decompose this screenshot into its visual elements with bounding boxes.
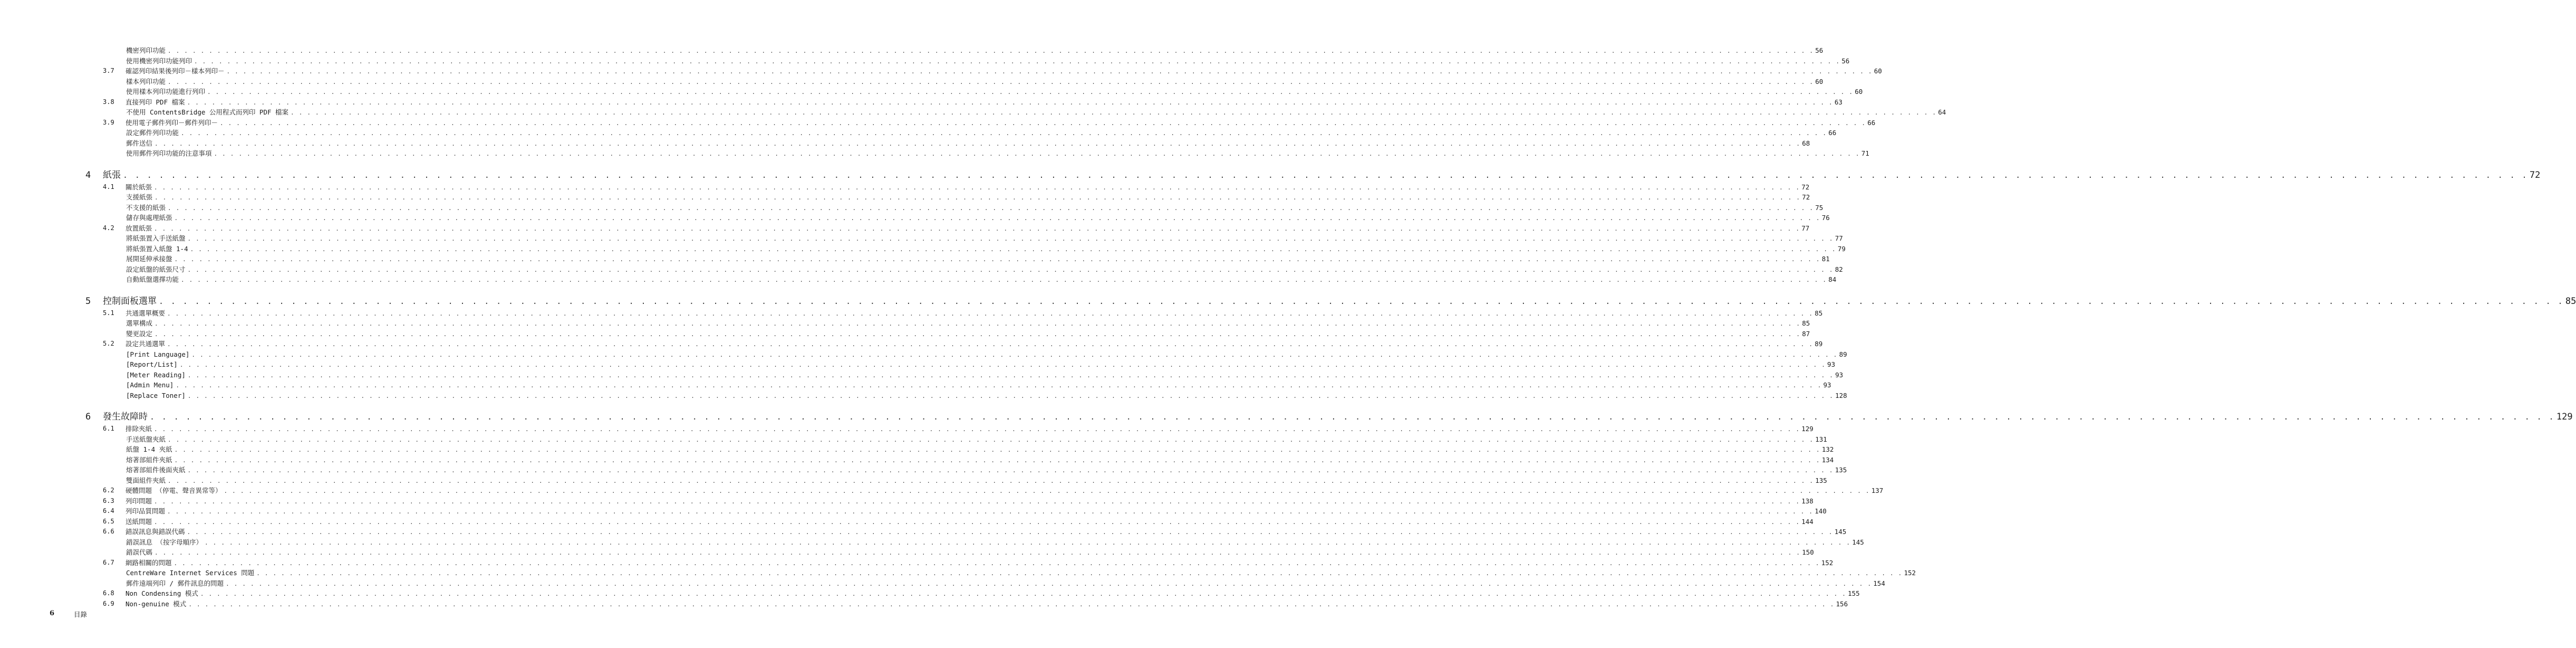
toc-entry-line [126,475,1827,486]
toc-entry-number: 6.5 [103,517,114,525]
toc-entry-line [126,455,1834,465]
toc-subsection-row[interactable] [0,455,1834,465]
toc-entry-page: 72 [1802,193,1810,201]
toc-section-row[interactable] [0,599,1848,609]
toc-entry-title: 支援紙張 [126,193,153,201]
toc-section-row[interactable] [0,118,1876,128]
toc-entry-title: 熔著部組件後面夾紙 [126,466,186,474]
dot-leader: . . . . . . . . . . . . . . . . . . . . . . . . . . . . . . . . . . . . . . . . . . . . . . . . . . . . . . . . . . . . . . . . . . . . . . . . . . . . . . . . . . . . . . . . . . . . . . . . . . . . . . . . . . . . . . . . . . . . . . . . . . . . . . . . . . . . . . . . . . . . . . . . . . . . . . . . . . . . . . . . . . . . . . . . . . . . . . . . . . . . . . . . . . . . . . . . . . . . . . . . [154,225,1800,232]
toc-entry-title: 使用樣本列印功能進行列印 [126,88,206,96]
toc-entry-title: 送紙問題 [126,517,152,526]
toc-entry-page: 77 [1801,224,1810,232]
toc-subsection-row[interactable] [0,274,1837,285]
toc-entry-page: 85 [2565,296,2576,307]
toc-entry-number: 3.8 [103,98,114,106]
toc-entry-page: 131 [1815,435,1827,443]
toc-entry-title: 錯誤代碼 [126,548,153,556]
toc-subsection-row[interactable] [0,444,1834,455]
toc-entry-line [126,254,1830,264]
toc-entry-title: 設定共通選單 [126,340,166,348]
toc-entry-title: 使用機密列印功能列印 [126,56,192,65]
toc-entry-line [126,370,1844,380]
toc-section-row[interactable] [0,424,1813,434]
dot-leader: . . . . . . . . . . . . . . . . . . . . . . . . . . . . . . . . . . . . . . . . . . . . . . . . . . . . . . . . . . . . . . . . . . . . . . . . . . . . . . . . . . . . . . . . . . . . . . . . . . . . . . . . . . . . . . . . . . . . . . . . . . . . . . . . . . . . . . . . . . . . . . . . . . . . . . . . . . . . . . . . . . . . . . . . . . . . . . . . . . . . . . . . . . . . . . . . . . . . . . . . [167,508,1813,515]
toc-subsection-row[interactable] [0,244,1846,254]
toc-entry-page: 60 [1855,88,1863,96]
toc-subsection-row[interactable] [0,254,1830,264]
toc-entry-page: 71 [1861,149,1869,157]
toc-entry-line [126,517,1813,527]
toc-entry-title: Non Condensing 模式 [126,589,198,597]
toc-entry-title: 不支援的紙張 [126,203,166,212]
toc-entry-line [126,318,1810,329]
toc-entry-title: 樣本列印功能 [126,77,166,85]
toc-entry-line [126,506,1827,517]
dot-leader: . . . . . . . . . . . . . . . . . . . . . . . . . . . . . . . . . . . . . . . . . . . . . . . . . . . . . . . . . . . . . . . . . . . . . . . . . . . . . . . . . . . . . . . . . . . . . . . . . . . . . . . . . . . . . . . . . . . . . . . . . . . . . . . . . . . . . . . . . . . . . . . . . . . . . . . . . . . . . . . . . . . . . . . . . . . . . . . . . . . . . . . . . . . . . . . . . . . . . . . . [174,456,1820,464]
dot-leader: . . . . . . . . . . . . . . . . . . . . . . . . . . . . . . . . . . . . . . . . . . . . . . . . . . . . . . . . . . . . . . . . . . . . . . . . . . . . . . . . . . . . . . . . . . . . . . . . . . . . . . . . . . . . . . . . . . . . . . . . . . . . . . . . . . . . . . . . . . . . . . . . . . . . . . . . . . . . . . . . . . . . . . . . . . . . . . . . . . . . . . . . . . . . . . . . . . . . . . . . [226,68,1873,75]
dot-leader: . . . . . . . . . . . . . . . . . . . . . . . . . . . . . . . . . . . . . . . . . . . . . . . . . . . . . . . . . . . . . . . . . . . . . . . . . . . . . . . . . . . . . . . . . . . . . . . . . . . . . . . . . . . . . . . . . . . . . . . . . . . . . . . . . . . . . . . . . . . . . . . . . . . . . . . . . . . . . . . . . . . . . . . . . . . . . . . . . . . . . . . . . . . . . . . . . . . . . . . . [155,549,1801,556]
toc-entry-title: 展開延伸承接盤 [126,255,172,263]
dot-leader: . . . . . . . . . . . . . . . . . . . . . . . . . . . . . . . . . . . . . . . . . . . . . . . . . . . . . . . . . . . . . . . . . . . . . . . . . . . . . . . . . . . . . . . . . . . . . . . . . . . . . . . . . . . . . . . . . . . . . . . . . . . . . . . . . . . . . . . . . . . . . . . . . . . . . . . . . . . . . . . . . . . . . . . . . . . . . . . . . . . . . . . . . . . . . . . . . . . . . . . . [188,601,1835,608]
toc-entry-line [126,558,1834,568]
toc-entry-page: 129 [1801,425,1813,433]
toc-entry-number: 3.7 [103,67,114,74]
toc-entry-page: 93 [1823,381,1831,389]
dot-leader: . . . . . . . . . . . . . . . . . . . . . . . . . . . . . . . . . . . . . . . . . . . . . . . . . . . . . . . . . . . . . . . . . . . . . . . . . . . . . . . . . . . . . . . . . . . . . . . . . . . . . . . . . . . . . . . . . . . . . . . . . . . . . . . . . . . . . . . . . . . . . . . . . . . . . . . . . . . . . . . . . . . . . . . . . . . . . . . . . . . . . . . . . . . . . . . . . . . . . . . . [168,436,1814,443]
toc-entry-title: 手送紙盤夾紙 [126,435,166,443]
toc-entry-title: 設定紙盤的紙張尺寸 [126,265,186,273]
toc-entry-line [126,77,1824,87]
toc-entry-title: 共通選單概要 [126,309,166,317]
toc-entry-page: 135 [1835,466,1847,474]
toc-section-row[interactable] [0,308,1823,319]
toc-entry-line [126,329,1810,339]
toc-entry-line [126,87,1863,97]
toc-section-row[interactable] [0,588,1860,599]
toc-entry-line [126,264,1843,275]
toc-entry-page: 152 [1904,569,1916,577]
toc-subsection-row[interactable] [0,203,1824,213]
toc-entry-page: 145 [1834,528,1847,536]
dot-leader: . . . . . . . . . . . . . . . . . . . . . . . . . . . . . . . . . . . . . . . . . . . . . . . . . . . . . . . . . . . . . . . . . . . . . . . . . . . . . . . . . . . . . . . . . . . . . . . . . . . . . . . . . . . . . . . . . . . . . . . . . . . . . . . . . . . . . . . . . . . . . . . . . . . . . . . . . . . . . . . . . . . . . . . . . . . . . . . . . . . . . . . . . . . . . . . . . . . . . . . . [174,446,1820,453]
toc-entry-title: 郵件遠端列印 / 郵件訊息的問題 [126,579,224,587]
dot-leader: . . . . . . . . . . . . . . . . . . . . . . . . . . . . . . . . . . . . . . . . . . . . . . . . . . . . . . . . . . . . . . . . . . . . . . . . . . . . . . . . . . . . . . . . . . . . . . . . . . . . . . . . . . . . . . . . . . . . . . . . . . . . . . . . . . . . . . . . . . . . . . . . . . . . . . . . . . . . . . . . . . . . . . . . . . . . . . . . . . . . . . . . . . . . . . . . . . . . . . . . [155,140,1801,147]
toc-section-row[interactable] [0,223,1810,234]
toc-entry-line [126,203,1824,213]
toc-entry-number: 6.2 [103,487,114,494]
toc-entry-page: 137 [1871,487,1884,494]
dot-leader: . . . . . . . . . . . . . . . . . . . . . . . . . . . . . . . . . . . . . . . . . . . . . . . . . . . . . . . . . . . . . . . . . . . . . . . . . . . . . . . . . . . . . . . . . . . . . . . . . . . . . . . . . . . . . . . . . . . . . . . . . . . . . . . . . . . . . . . . . . . . . . . . . . . . . . . . . . . . . . . . . . . . . . . . . . . . . . . . . . . . . . . . . . . . . . . . . . . . . . . . [224,488,1870,494]
toc-entry-number: 4.1 [103,183,114,190]
toc-entry-page: 93 [1835,370,1844,379]
toc-entry-title: [Admin Menu] [126,381,174,389]
toc-entry-page: 138 [1801,497,1813,505]
toc-entry-title: 硬體問題 （停電、聲音異常等） [126,487,222,494]
toc-section-row[interactable] [0,506,1827,517]
toc-entry-number: 5.2 [103,340,114,347]
toc-entry-line [126,192,1810,203]
toc-entry-title: 使用電子郵件列印－郵件列印－ [126,118,218,127]
toc-entry-line [126,97,1842,108]
toc-entry-page: 134 [1821,455,1834,464]
toc-entry-page: 84 [1828,275,1837,283]
toc-section-row[interactable] [0,558,1834,568]
toc-entry-page: 140 [1815,507,1827,515]
toc-entry-title: 確認列印結果後列印－樣本列印－ [126,67,225,75]
toc-subsection-row[interactable] [0,213,1830,223]
toc-subsection-row[interactable] [0,56,1850,66]
toc-entry-page: 144 [1801,517,1813,526]
toc-entry-line [103,294,2576,308]
toc-chapter-row[interactable] [0,294,2576,308]
toc-subsection-row[interactable] [0,87,1863,97]
toc-entry-page: 135 [1815,476,1827,484]
table-of-contents [0,45,2576,609]
dot-leader: . . . . . . . . . . . . . . . . . . . . . . . . . . . . . . . . . . . . . . . . . . . . . . . . . . . . . . . . . . . . . . . . . . . . . . . . . . . . . . . . . . . . . . . . . . . . . . . . . . . . . . . . . . . . . . . . . . . . . . . . . . . . . . . . . . . . . . . . . . . . . . . . . . . . . . . . . . . . . . . . . . . . . . . . . . . . . . . . . . . . . . . . . . . . . . . . . . . . . . . . [155,194,1801,201]
toc-entry-page: 75 [1815,203,1824,212]
toc-entry-title: 列印品質問題 [126,507,166,515]
toc-subsection-row[interactable] [0,390,1847,401]
toc-entry-title: Non-genuine 模式 [126,599,187,608]
toc-entry-title: 變更設定 [126,329,153,338]
toc-subsection-row[interactable] [0,148,1869,159]
toc-entry-line [126,496,1813,507]
toc-subsection-row[interactable] [0,349,1847,360]
toc-subsection-row[interactable] [0,370,1844,380]
toc-chapter-row[interactable] [0,410,2573,424]
toc-entry-page: 152 [1821,558,1834,567]
toc-entry-line [126,599,1848,609]
dot-leader: . . . . . . . . . . . . . . . . . . . . . . . . . . . . . . . . . . . . . . . . . . . . . . . . . . . . . . . . . . . . . . . . . . . . . . . . . . . . . . . . . . . . . . . . . . . . . . . . . . . . . . . . . . . . . . . . . . . . . . . . . . . . . . . . . . . . . . . . . . . . . . . . . . . . . . . . . . . . . . . . . . . . . . . . . . . . . . . . . . . . . . . . . . . . . . . . . . . . . . . . [205,539,1851,546]
toc-entry-title: 錯誤訊息 （按字母順序） [126,538,203,546]
toc-entry-title: 雙面組件夾紙 [126,476,166,484]
toc-entry-line [126,56,1850,66]
toc-subsection-row[interactable] [0,138,1810,149]
toc-entry-title: 發生故障時 [103,412,148,422]
toc-entry-number: 6.3 [103,497,114,504]
toc-entry-line [126,45,1824,56]
toc-entry-line [126,568,1916,578]
dot-leader: . . . . . . . . . . . . . . . . . . . . . . . . . . . . . . . . . . . . . . . . . . . . . . . . . . . . . . . . . . . . . . . . . . . . . . . . . . . . . . . . . . . . . . . . . . . . . . . . . . . . . . . . . . . . . . . . . . . . . . . . . . . . . . . . . . . . . . . . . . . . . . . . . . . . . . . . . . . . . . . . . . . . . . . . . . . . . . . . . . . . . . . . . . . . . . . . . . . . . . . . [168,477,1814,484]
toc-entry-line [126,213,1830,223]
toc-entry-title: 關於紙張 [126,183,152,191]
dot-leader: . . . . . . . . . . . . . . . . . . . . . . . . . . . . . . . . . . . . . . . . . . . . . . . . . . . . . . . . . . . . . . . . . . . . . . . . . . . . . . . . . . . . . . . . . . . . . . . . . . . . . . . . . . . . . . . . . . . . . . . . . . . . . . . . . . . . . . . . . . . . . . . . . . . . . . . . . . . . . . . . . . . . . . . . . . . . . . . . . . . . . . . . . . . . . . . . . . . . . . . . [181,277,1827,283]
dot-leader: . . . . . . . . . . . . . . . . . . . . . . . . . . . . . . . . . . . . . . . . . . . . . . . . . . . . . . . . . . . . . . . . . . . . . . . . . . . . . . . . . . . . . . . . . . . . . . . . . . . . . . . . . . . . . . . . . . . . . . . . . . . . . . . . . . . . . . . . . . . . . . . . . . . . . . . . . . . . . . . . . . . . . . . . . . . . . . . . . . . . . . . . . . . . . . . . . . . . . . . . [168,47,1814,54]
dot-leader: . . . . . . . . . . . . . . . . . . . . . . . . . . . . . . . . . . . . . . . . . . . . . . . . . . . . . . . . . . . . . . . . . . . . . . . . . . . . . . . . . . . . . . . . . . . . . . . . . . . . . . . . . . . . . . . . . . . . . . . . . . . . . . . . . . . . . . . . . . . . . . . . . . . . . . . . . . . . . . . . . . . . . . . . . . . . . . . . . . . . . . . . . . . . . . . . . . . . . . . . [200,590,1847,597]
toc-subsection-row[interactable] [0,380,1831,390]
toc-entry-page: 129 [2556,412,2573,422]
dot-leader: . . . . . . . . . . . . . . . . . . . . . . . . . . . . . . . . . . . . . . . . . . . . . . . . . . . . . . . . . . . . . . . . . . . . . . . . . . . . . . . . . . . . . . . . . . . . . . . . . . . . . . . . . . . . . . . . . . . . . . . . . . . . . . . . . . . . . . . . . . . . . . . . . . . . . . . . . . . . . . . . . . . . . . . . . . . . . . . . . . . . . . . . . . . . . . . . . . . . . . . . [154,518,1800,526]
dot-leader: . . . . . . . . . . . . . . . . . . . . . . . . . . . . . . . . . . . . . . . . . . . . . . . . . . . . . . . . . . . . . . . . . . . . . . . . . . . . . . . . . . . . . . . . . . . . . . . . . . . . . . . . . . . . . . . . . . . . . . . . . . . . . . . . . . . . . . . . . . . . . . . . . . . . . . . . . . . . . . . . . . . . . . . . . . . . . . . . . . . . . . . . . . . . . . . . . . . . . . . . [187,529,1833,536]
toc-entry-title: 錯誤訊息與錯誤代碼 [126,528,185,536]
toc-subsection-row[interactable] [0,318,1810,329]
dot-leader: . . . . . . . . . . . . . . . . . . . . . . . . . . . . . . . . . . . . . . . . . . . . . . . . . . . . . . . . . . . . . . . . . . . . . . . . . . . . . . . . . . . . . . . . . . . . . . . . . . . . . . . . . . . . . . . . . . . . . . . . . . . . . . . . . . . . . . . . . . . . . . . . . . . . . . . . . . . . . . . . . . . . . . . . . . . . . . . . . . . . . . . . . . . . . . . . . . . . . . . . [155,330,1801,338]
toc-subsection-row[interactable] [0,77,1824,87]
toc-entry-page: 77 [1835,234,1843,242]
toc-entry-title: 郵件送信 [126,139,153,147]
dot-leader: . . . . . . . . . . . . . . . . . . . . . . . . . . . . . . . . . . . . . . . . . . . . . . . . . . . . . . . . . . . . . . . . . . . . . . . . . . . . . . . . . . . . . . . . . . . . . . . . . . . . . . . . . . . . . . . . . . . . . . . . . . . . . . . . . . . . . . . . . . . . . . . . . . . . . . . . . . . . . . . . . . . . . . . . . . . . . . . . . . . . . . . . . . . . . . . . . . . . . . . . [173,559,1820,567]
toc-entry-title: CentreWare Internet Services 問題 [126,569,255,577]
dot-leader: . . . . . . . . . . . . . . . . . . . . . . . . . . . . . . . . . . . . . . . . . . . . . . . . . . . . . . . . . . . . . . . . . . . . . . . . . . . . . . . . . . . . . . . . . . . . . . . . . . . . . . . . . . . . . . . . . . . . . . . . . . . . . . . . . . . . . . . . . . . . . . . . . . . . . . . . . . . . . . . . . . . . . . . . . . . . . . . . . . . . . . . . . . . . . . . . . . . . . . . . [220,119,1866,127]
dot-leader: . . . . . . . . . . . . . . . . . . . . . . . . . . . . . . . . . . . . . . . . . . . . . . . . . . . . . . . . . . . . . . . . . . . . . . . . . . . . . . . . . . . . . . . . . . . . . . . . . . . . . . . . . . . . . . . . . . . . . . . . . . . . . . . . . . . . . . . . . . . . . . . . . . . . . . . . . . . . . . . . . . . . . . . . . . . . . . . . . . . . . . . . . . . . . . . . . . . . . . . . [168,204,1814,212]
toc-entry-line [126,118,1876,128]
dot-leader: . . . . . . . . . . . . . . . . . . . . . . . . . . . . . . . . . . . . . . . . . . . . . . . . . . . . . . . . . . . . . . . . . . . . . . . . . . . . . . . . . . . . . . . . . . . . . . . . . . . . . . . . . . . . . . . . . . . . . . . . . . . . . . . . . . . . . . . . . . . . . . . . . . . . . . . . . . . . . . . . . . . . . . . . . . . . . . . . . . . . . . . . . . . . . . . . . . . . . . . . [187,99,1833,106]
toc-subsection-row[interactable] [0,568,1916,578]
toc-section-row[interactable] [0,182,1810,193]
toc-entry-number: 6.6 [103,528,114,535]
toc-entry-title: [Replace Toner] [126,391,186,399]
toc-entry-number: 3.9 [103,118,114,126]
toc-entry-line [126,465,1847,475]
page-footer [0,609,458,620]
toc-entry-title: 不使用 ContentsBridge 公用程式而列印 PDF 檔案 [126,108,289,116]
toc-entry-line [126,527,1847,537]
dot-leader: . . . . . . . . . . . . . . . . . . . . . . . . . . . . . . . . . . . . . . . . . . . . . . . . . . . . . . . . . . . . . . . . . . . . . . . . . . . . . . . . . . . . . . . . . . . . . . . . . . . . . . . . . . . . . . . . . . . . . . . . . . . . . . . . . . . . . . . . . . . . . . . . . . . . . . . . . . . . . . . . . . . . . . . . . . . . . . . . . . . . . . . . . . . . . . . . . . . . . . . . [207,89,1854,96]
toc-entry-line [126,148,1869,159]
toc-entry-line [126,308,1823,319]
dot-leader: . . . . . . . . . . . . . . . . . . . . . . . . . . . . . . . . . . . . . . . . . . . . . . . . . . . . . . . . . . . . . . . . . . . . . . . . . . . . . . . . . . . . . . . . . . . . . . . . . . . . . . . . . . . . . . . . . . . . . . . . . . . . . . . . . . . . . . . . . . . . . . . . . . . . . . . . . . . . . . . . . . . . . . . . . . . . . . . . . . . . . . . . . . . . . . . . . . . . . . . . [291,109,1937,116]
toc-entry-page: 132 [1821,445,1834,453]
toc-subsection-row[interactable] [0,45,1824,56]
dot-leader: . . . . . . . . . . . . . . . . . . . . . . . . . . . . . . . . . . . . . . . . . . . . . . . . . . . . . . . . . . . . . . . . . . . . . . . . . . . . . . . . . . . . . . . . . . . . . . . . . . . . . . . . . . . . . . . . . . . . . . . . . . . . . . . . . . . . . . . . . . . . . . . . . . . . . . . . . . . . . . . . . . . . . . . . . . . . . . . . . . . . . . . . . . . . . . . . . . . . . . . . [167,341,1813,348]
toc-entry-line [103,168,2541,182]
toc-entry-number: 6.7 [103,558,114,566]
toc-entry-page: 56 [1815,46,1824,54]
dot-leader: . . . . . . . . . . . . . . . . . . . . . . . . . . . . . . . . . . . . . . . . . . . . . . . . . . . . . . . . . . . . . . . . . . . . . . . . . . . . . . . . . . . . . . . . . . . . . . . . . . . . . . . . . . . . . . . . . . . . . . . . . . . . . . . . . . . . . . . . . . . . . . . . . . . . . . . . . . . . . . . . . . . . . . . . . . . . . . . . . . . . . . . . . . . . . . . . . . . . . . . . [176,382,1822,389]
toc-entry-number: 4 [85,169,91,180]
toc-entry-line [126,107,1946,118]
toc-entry-page: 63 [1834,98,1842,106]
toc-entry-title: 將紙張置入手送紙盤 [126,234,186,242]
toc-subsection-row[interactable] [0,359,1836,370]
toc-entry-line [126,485,1884,496]
toc-entry-number: 5 [85,296,91,307]
toc-entry-number: 6.4 [103,507,114,514]
toc-subsection-row[interactable] [0,434,1827,445]
toc-entry-page: 79 [1837,244,1846,253]
toc-entry-number: 6 [85,412,91,422]
toc-entry-page: 128 [1835,391,1847,399]
toc-entry-title: 自動紙盤選擇功能 [126,275,179,283]
toc-entry-page: 72 [2529,169,2541,180]
toc-subsection-row[interactable] [0,233,1843,244]
dot-leader: . . . . . . . . . . . . . . . . . . . . . . . . . . . . . . . . . . . . . . . . . . . . . . . . . . . . . . . . . . . . . . . . . . . . . . . . . . . . . . . . . . . . . . . . . . . . . . . . . . . . . . . . . . . . . . . . . . . . . . . . . . . . . . . . . . . . . . . . . . . . . . . . . . . . . . . . . . . . . . . . . . . . . . . . . . . . . . . . . . . . . . . . . . . . . . . . . . . . . . . . [174,256,1820,263]
toc-entry-title: 設定郵件列印功能 [126,129,179,137]
toc-entry-page: 154 [1873,579,1885,587]
dot-leader: . . . . . . . . . . . . . . . . . . . . . . . . . . . . . . . . . . . . . . . . . . . . . . . . . . . . . . . . . . . . . . . . . . . . . . . . . . . . . . . . . . . . . . . . . . . . . . . . . . . . . . . . . . . . . . . . . . . . . . . . . . . . . . . . . . . . . . . . . . . . . . . . . . . . . . . . . . . . . . . . . . . . . . . . . . . . . . . . . . . . . . . . . . . . . . . . . . . . . . . . [214,150,1860,157]
toc-section-row[interactable] [0,496,1813,507]
toc-entry-title: 選單構成 [126,319,153,327]
toc-entry-line [126,537,1864,548]
toc-entry-line [126,588,1860,599]
toc-entry-page: 156 [1836,599,1848,608]
toc-entry-line [126,233,1843,244]
toc-subsection-row[interactable] [0,547,1814,558]
dot-leader: . . . . . . . . . . . . . . . . . . . . . . . . . . . . . . . . . . . . . . . . . . . . . . . . . . . . . . . . . . . . . . . . . . . . . . . . . . . . . . . . . . . . . . . . . . . . . . . . . . . . . . . . . . . . . . . . . . . . . . . . . . . . . . . . . . . . . . . . . . . . . . . . . . . . . . . . . . . . . . . . . . . . . . . . . . . . . . . . . . . . . . . . . . . . . . . . . . . . . . . . [155,320,1801,327]
toc-entry-title: [Meter Reading] [126,370,186,379]
toc-entry-title: 網路相關的問題 [126,558,172,567]
toc-entry-page: 64 [1938,108,1946,116]
dot-leader: . . . . . . . . . . . . . . . . . . . . . . . . . . . . . . . . . . . . . . . . . . . . . . . . . . . . . . . . . . . . . . . . . . . . . . . . . . . . . . . . . . . . . . . . . . . . . . . . . . . . . . . . . . . . . . . . . . . . . . . . . . . . . . . . . . . . . . . . . . . . . . . . . . . . . . . . . . . . . . . . . . . . . . . . . . . . . . . . . . . . . . . . . . . . . . . . . . . . . . . . [159,296,2564,306]
toc-entry-line [126,349,1847,360]
toc-entry-title: 排除夾紙 [126,425,152,433]
toc-subsection-row[interactable] [0,107,1946,118]
dot-leader: . . . . . . . . . . . . . . . . . . . . . . . . . . . . . . . . . . . . . . . . . . . . . . . . . . . . . . . . . . . . . . . . . . . . . . . . . . . . . . . . . . . . . . . . . . . . . . . . . . . . . . . . . . . . . . . . . . . . . . . . . . . . . . . . . . . . . . . . . . . . . . . . . . . . . . . . . . . . . . . . . . . . . . . . . . . . . . . . . . . . . . . . . . . . . . . . . . . . . . . . [168,78,1814,85]
toc-entry-page: 155 [1848,589,1860,597]
toc-entry-page: 93 [1827,360,1836,368]
dot-leader: . . . . . . . . . . . . . . . . . . . . . . . . . . . . . . . . . . . . . . . . . . . . . . . . . . . . . . . . . . . . . . . . . . . . . . . . . . . . . . . . . . . . . . . . . . . . . . . . . . . . . . . . . . . . . . . . . . . . . . . . . . . . . . . . . . . . . . . . . . . . . . . . . . . . . . . . . . . . . . . . . . . . . . . . . . . . . . . . . . . . . . . . . . . . . . . . . . . . . . . . [150,412,2555,422]
toc-entry-line [126,223,1810,234]
toc-entry-line [126,547,1814,558]
toc-entry-line [126,274,1837,285]
toc-entry-title: [Report/List] [126,360,178,368]
toc-entry-line [126,434,1827,445]
toc-entry-title: 使用郵件列印功能的注意事項 [126,149,212,157]
dot-leader: . . . . . . . . . . . . . . . . . . . . . . . . . . . . . . . . . . . . . . . . . . . . . . . . . . . . . . . . . . . . . . . . . . . . . . . . . . . . . . . . . . . . . . . . . . . . . . . . . . . . . . . . . . . . . . . . . . . . . . . . . . . . . . . . . . . . . . . . . . . . . . . . . . . . . . . . . . . . . . . . . . . . . . . . . . . . . . . . . . . . . . . . . . . . . . . . . . . . . . . . [194,58,1840,65]
dot-leader: . . . . . . . . . . . . . . . . . . . . . . . . . . . . . . . . . . . . . . . . . . . . . . . . . . . . . . . . . . . . . . . . . . . . . . . . . . . . . . . . . . . . . . . . . . . . . . . . . . . . . . . . . . . . . . . . . . . . . . . . . . . . . . . . . . . . . . . . . . . . . . . . . . . . . . . . . . . . . . . . . . . . . . . . . . . . . . . . . . . . . . . . . . . . . . . . . . . . . . . . [179,361,1826,368]
toc-entry-title: 機密列印功能 [126,46,166,54]
toc-entry-page: 66 [1867,118,1876,127]
toc-entry-line [126,380,1831,390]
toc-section-row[interactable] [0,339,1823,349]
toc-entry-page: 60 [1815,77,1824,85]
toc-entry-line [126,244,1846,254]
toc-entry-line [126,66,1882,77]
toc-subsection-row[interactable] [0,192,1810,203]
toc-entry-line [126,424,1813,434]
toc-entry-number: 4.2 [103,224,114,232]
toc-subsection-row[interactable] [0,329,1810,339]
toc-entry-line [126,138,1810,149]
toc-subsection-row[interactable] [0,537,1864,548]
toc-entry-title: 直接列印 PDF 檔案 [126,98,185,106]
toc-entry-number: 5.1 [103,309,114,317]
toc-chapter-row[interactable] [0,168,2541,182]
toc-entry-title: 列印問題 [126,497,152,505]
dot-leader: . . . . . . . . . . . . . . . . . . . . . . . . . . . . . . . . . . . . . . . . . . . . . . . . . . . . . . . . . . . . . . . . . . . . . . . . . . . . . . . . . . . . . . . . . . . . . . . . . . . . . . . . . . . . . . . . . . . . . . . . . . . . . . . . . . . . . . . . . . . . . . . . . . . . . . . . . . . . . . . . . . . . . . . . . . . . . . . . . . . . . . . . . . . . . . . . . . . . . . . . [154,498,1800,505]
toc-section-row[interactable] [0,485,1884,496]
toc-entry-page: 150 [1802,548,1814,556]
toc-entry-line [126,182,1810,193]
toc-section-row[interactable] [0,527,1847,537]
dot-leader: . . . . . . . . . . . . . . . . . . . . . . . . . . . . . . . . . . . . . . . . . . . . . . . . . . . . . . . . . . . . . . . . . . . . . . . . . . . . . . . . . . . . . . . . . . . . . . . . . . . . . . . . . . . . . . . . . . . . . . . . . . . . . . . . . . . . . . . . . . . . . . . . . . . . . . . . . . . . . . . . . . . . . . . . . . . . . . . . . . . . . . . . . . . . . . . . . . . . . . . . [181,130,1827,137]
toc-entry-page: 76 [1821,214,1830,222]
toc-subsection-row[interactable] [0,475,1827,486]
toc-section-row[interactable] [0,97,1842,108]
toc-entry-title: 控制面板選單 [103,296,157,307]
toc-entry-page: 89 [1815,340,1823,348]
dot-leader: . . . . . . . . . . . . . . . . . . . . . . . . . . . . . . . . . . . . . . . . . . . . . . . . . . . . . . . . . . . . . . . . . . . . . . . . . . . . . . . . . . . . . . . . . . . . . . . . . . . . . . . . . . . . . . . . . . . . . . . . . . . . . . . . . . . . . . . . . . . . . . . . . . . . . . . . . . . . . . . . . . . . . . . . . . . . . . . . . . . . . . . . . . . . . . . . . . . . . . . . [174,215,1820,222]
toc-entry-number: 6.8 [103,589,114,597]
toc-entry-line [126,128,1837,138]
toc-entry-title: 熔著部組件夾紙 [126,455,172,464]
toc-entry-title: 紙盤 1-4 夾紙 [126,445,172,453]
toc-subsection-row[interactable] [0,264,1843,275]
toc-entry-line [103,410,2573,424]
dot-leader: . . . . . . . . . . . . . . . . . . . . . . . . . . . . . . . . . . . . . . . . . . . . . . . . . . . . . . . . . . . . . . . . . . . . . . . . . . . . . . . . . . . . . . . . . . . . . . . . . . . . . . . . . . . . . . . . . . . . . . . . . . . . . . . . . . . . . . . . . . . . . . . . . . . . . . . . . . . . . . . . . . . . . . . . . . . . . . . . . . . . . . . . . . . . . . . . . . . . . . . . [191,351,1838,358]
dot-leader: . . . . . . . . . . . . . . . . . . . . . . . . . . . . . . . . . . . . . . . . . . . . . . . . . . . . . . . . . . . . . . . . . . . . . . . . . . . . . . . . . . . . . . . . . . . . . . . . . . . . . . . . . . . . . . . . . . . . . . . . . . . . . . . . . . . . . . . . . . . . . . . . . . . . . . . . . . . . . . . . . . . . . . . . . . . . . . . . . . . . . . . . . . . . . . . . . . . . . . . . [187,392,1834,399]
toc-entry-title: 儲存與處理紙張 [126,214,172,222]
toc-entry-line [126,339,1823,349]
toc-entry-line [126,578,1885,589]
toc-entry-page: 81 [1821,255,1830,263]
dot-leader: . . . . . . . . . . . . . . . . . . . . . . . . . . . . . . . . . . . . . . . . . . . . . . . . . . . . . . . . . . . . . . . . . . . . . . . . . . . . . . . . . . . . . . . . . . . . . . . . . . . . . . . . . . . . . . . . . . . . . . . . . . . . . . . . . . . . . . . . . . . . . . . . . . . . . . . . . . . . . . . . . . . . . . . . . . . . . . . . . . . . . . . . . . . . . . . . . . . . . . . . [187,266,1834,273]
dot-leader: . . . . . . . . . . . . . . . . . . . . . . . . . . . . . . . . . . . . . . . . . . . . . . . . . . . . . . . . . . . . . . . . . . . . . . . . . . . . . . . . . . . . . . . . . . . . . . . . . . . . . . . . . . . . . . . . . . . . . . . . . . . . . . . . . . . . . . . . . . . . . . . . . . . . . . . . . . . . . . . . . . . . . . . . . . . . . . . . . . . . . . . . . . . . . . . . . . . . . . . . [154,184,1800,191]
toc-entry-page: 66 [1828,129,1837,137]
toc-subsection-row[interactable] [0,578,1885,589]
toc-entry-page: 89 [1839,350,1847,358]
toc-entry-title: 紙張 [103,169,121,180]
dot-leader: . . . . . . . . . . . . . . . . . . . . . . . . . . . . . . . . . . . . . . . . . . . . . . . . . . . . . . . . . . . . . . . . . . . . . . . . . . . . . . . . . . . . . . . . . . . . . . . . . . . . . . . . . . . . . . . . . . . . . . . . . . . . . . . . . . . . . . . . . . . . . . . . . . . . . . . . . . . . . . . . . . . . . . . . . . . . . . . . . . . . . . . . . . . . . . . . . . . . . . . . [187,467,1834,474]
footer-title: 目錄 [74,611,88,618]
toc-entry-number: 6.1 [103,425,114,432]
toc-subsection-row[interactable] [0,465,1847,475]
toc-entry-page: 82 [1835,265,1843,273]
dot-leader: . . . . . . . . . . . . . . . . . . . . . . . . . . . . . . . . . . . . . . . . . . . . . . . . . . . . . . . . . . . . . . . . . . . . . . . . . . . . . . . . . . . . . . . . . . . . . . . . . . . . . . . . . . . . . . . . . . . . . . . . . . . . . . . . . . . . . . . . . . . . . . . . . . . . . . . . . . . . . . . . . . . . . . . . . . . . . . . . . . . . . . . . . . . . . . . . . . . . . . . . [123,170,2528,180]
toc-entry-page: 85 [1802,319,1810,327]
toc-entry-page: 60 [1874,67,1882,75]
toc-entry-title: [Print Language] [126,350,190,358]
toc-entry-page: 56 [1841,56,1850,65]
toc-entry-page: 72 [1801,183,1810,191]
toc-subsection-row[interactable] [0,128,1837,138]
toc-entry-title: 將紙張置入紙盤 1-4 [126,244,188,253]
toc-entry-page: 68 [1802,139,1810,147]
dot-leader: . . . . . . . . . . . . . . . . . . . . . . . . . . . . . . . . . . . . . . . . . . . . . . . . . . . . . . . . . . . . . . . . . . . . . . . . . . . . . . . . . . . . . . . . . . . . . . . . . . . . . . . . . . . . . . . . . . . . . . . . . . . . . . . . . . . . . . . . . . . . . . . . . . . . . . . . . . . . . . . . . . . . . . . . . . . . . . . . . . . . . . . . . . . . . . . . . . . . . . . . [226,580,1872,587]
dot-leader: . . . . . . . . . . . . . . . . . . . . . . . . . . . . . . . . . . . . . . . . . . . . . . . . . . . . . . . . . . . . . . . . . . . . . . . . . . . . . . . . . . . . . . . . . . . . . . . . . . . . . . . . . . . . . . . . . . . . . . . . . . . . . . . . . . . . . . . . . . . . . . . . . . . . . . . . . . . . . . . . . . . . . . . . . . . . . . . . . . . . . . . . . . . . . . . . . . . . . . . . [187,235,1834,242]
toc-section-row[interactable] [0,66,1882,77]
toc-section-row[interactable] [0,517,1813,527]
toc-entry-line [126,444,1834,455]
toc-entry-number: 6.9 [103,599,114,607]
toc-entry-page: 85 [1815,309,1823,317]
footer-page-number: 6 [50,609,55,617]
toc-entry-title: 放置紙張 [126,224,152,232]
dot-leader: . . . . . . . . . . . . . . . . . . . . . . . . . . . . . . . . . . . . . . . . . . . . . . . . . . . . . . . . . . . . . . . . . . . . . . . . . . . . . . . . . . . . . . . . . . . . . . . . . . . . . . . . . . . . . . . . . . . . . . . . . . . . . . . . . . . . . . . . . . . . . . . . . . . . . . . . . . . . . . . . . . . . . . . . . . . . . . . . . . . . . . . . . . . . . . . . . . . . . . . . [256,570,1903,577]
toc-entry-line [126,359,1836,370]
dot-leader: . . . . . . . . . . . . . . . . . . . . . . . . . . . . . . . . . . . . . . . . . . . . . . . . . . . . . . . . . . . . . . . . . . . . . . . . . . . . . . . . . . . . . . . . . . . . . . . . . . . . . . . . . . . . . . . . . . . . . . . . . . . . . . . . . . . . . . . . . . . . . . . . . . . . . . . . . . . . . . . . . . . . . . . . . . . . . . . . . . . . . . . . . . . . . . . . . . . . . . . . [190,245,1836,253]
toc-entry-line [126,390,1847,401]
dot-leader: . . . . . . . . . . . . . . . . . . . . . . . . . . . . . . . . . . . . . . . . . . . . . . . . . . . . . . . . . . . . . . . . . . . . . . . . . . . . . . . . . . . . . . . . . . . . . . . . . . . . . . . . . . . . . . . . . . . . . . . . . . . . . . . . . . . . . . . . . . . . . . . . . . . . . . . . . . . . . . . . . . . . . . . . . . . . . . . . . . . . . . . . . . . . . . . . . . . . . . . . [167,310,1813,317]
toc-entry-page: 145 [1852,538,1864,546]
toc-entry-page: 87 [1802,329,1810,338]
dot-leader: . . . . . . . . . . . . . . . . . . . . . . . . . . . . . . . . . . . . . . . . . . . . . . . . . . . . . . . . . . . . . . . . . . . . . . . . . . . . . . . . . . . . . . . . . . . . . . . . . . . . . . . . . . . . . . . . . . . . . . . . . . . . . . . . . . . . . . . . . . . . . . . . . . . . . . . . . . . . . . . . . . . . . . . . . . . . . . . . . . . . . . . . . . . . . . . . . . . . . . . . [154,426,1800,433]
dot-leader: . . . . . . . . . . . . . . . . . . . . . . . . . . . . . . . . . . . . . . . . . . . . . . . . . . . . . . . . . . . . . . . . . . . . . . . . . . . . . . . . . . . . . . . . . . . . . . . . . . . . . . . . . . . . . . . . . . . . . . . . . . . . . . . . . . . . . . . . . . . . . . . . . . . . . . . . . . . . . . . . . . . . . . . . . . . . . . . . . . . . . . . . . . . . . . . . . . . . . . . . [187,371,1834,379]
